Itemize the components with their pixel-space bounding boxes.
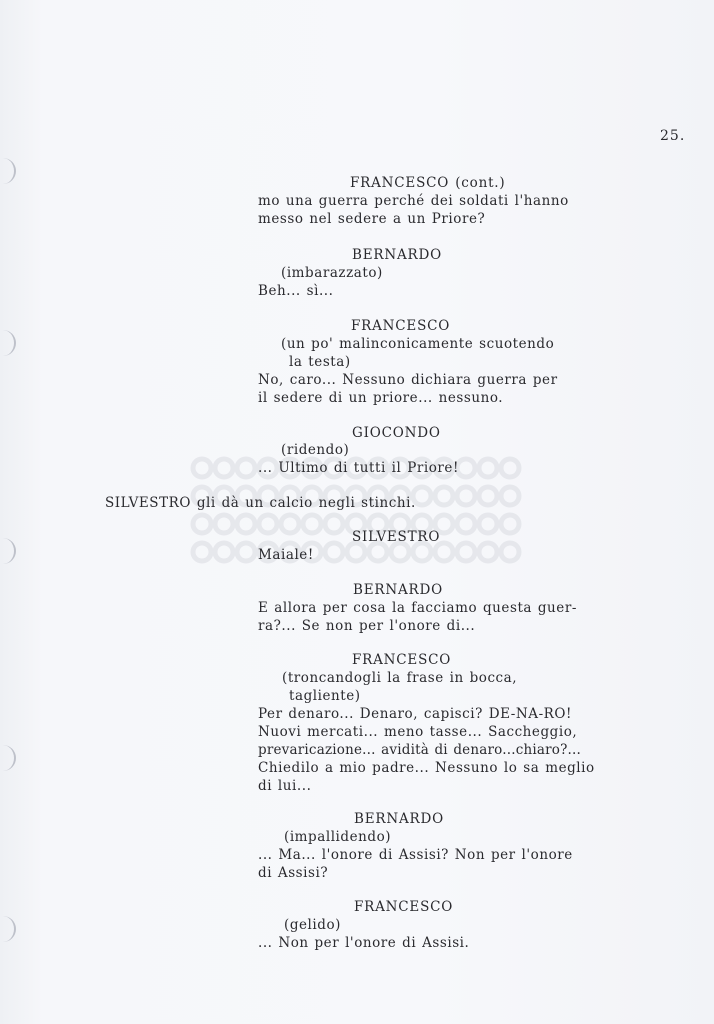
parenthetical: tagliente) [289,688,361,704]
punch-hole-5 [0,916,16,942]
character-name: FRANCESCO [351,318,451,334]
dialogue-line: ... Ultimo di tutti il Priore! [258,460,459,476]
character-name: BERNARDO [353,582,443,598]
dialogue-line: ra?... Se non per l'onore di... [258,618,476,634]
dialogue-line: ... Ma... l'onore di Assisi? Non per l'onore [258,847,573,863]
dialogue-line: di Assisi? [258,865,329,881]
dialogue-line: E allora per cosa la facciamo questa guer- [258,600,577,616]
parenthetical: (troncandogli la frase in bocca, [282,670,518,686]
parenthetical: (impallidendo) [284,829,392,845]
parenthetical: (imbarazzato) [281,265,383,281]
character-name: BERNARDO [352,247,442,263]
dialogue-line: Beh... sì... [258,283,334,299]
parenthetical: (gelido) [284,917,341,933]
parenthetical: la testa) [289,354,351,370]
dialogue-line: il sedere di un priore... nessuno. [258,390,504,406]
character-name: BERNARDO [354,811,444,827]
character-name: FRANCESCO [352,652,452,668]
character-name: FRANCESCO [354,899,454,915]
dialogue-line: mo una guerra perché dei soldati l'hanno [258,193,569,209]
character-name: FRANCESCO (cont.) [350,175,506,191]
punch-hole-3 [0,538,16,564]
parenthetical: (un po' malinconicamente scuotendo [281,336,555,352]
page-number: 25. [660,128,686,144]
dialogue-line: Nuovi mercati... meno tasse... Saccheggio, [258,724,578,740]
punch-hole-4 [0,745,16,771]
parenthetical: (ridendo) [281,442,350,458]
character-name: SILVESTRO [352,529,441,545]
punch-hole-2 [0,330,16,356]
dialogue-line: Chiedilo a mio padre... Nessuno lo sa meglio [258,760,595,776]
action-line: SILVESTRO gli dà un calcio negli stinchi. [105,495,416,511]
dialogue-line: prevaricazione... avidità di denaro...chiaro?... [258,742,582,758]
dialogue-line: di lui... [258,778,312,794]
dialogue-line: No, caro... Nessuno dichiara guerra per [258,372,558,388]
dialogue-line: ... Non per l'onore di Assisi. [258,935,470,951]
punch-hole-1 [0,158,16,184]
dialogue-line: messo nel sedere a un Priore? [258,211,486,227]
character-name: GIOCONDO [352,425,441,441]
dialogue-line: Per denaro... Denaro, capisci? DE-NA-RO! [258,706,572,722]
dialogue-line: Maiale! [258,547,314,563]
